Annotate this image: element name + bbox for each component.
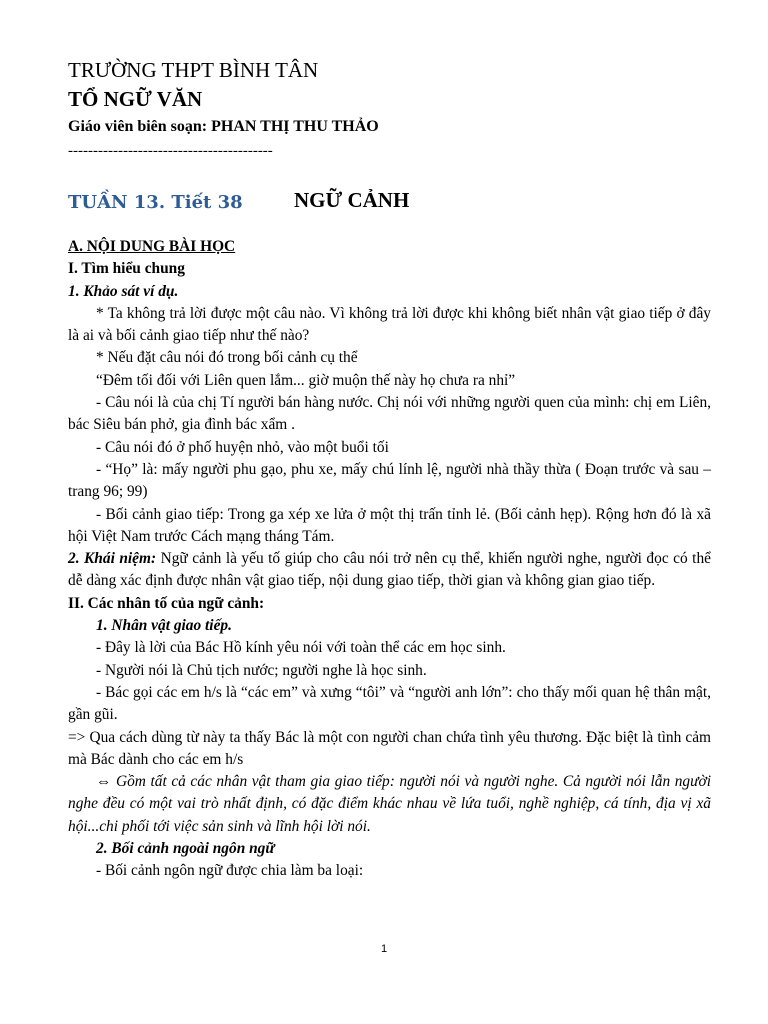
paragraph: - Câu nói đó ở phố huyện nhỏ, vào một buổi tối (96, 438, 389, 456)
divider-line: ----------------------------------------- (68, 143, 273, 159)
section-ii-heading: II. Các nhân tố của ngữ cảnh: (68, 594, 265, 612)
week-label: TUẦN 13. Tiết 38 (68, 192, 243, 213)
paragraph: - Người nói là Chủ tịch nước; người nghe là học sinh. (96, 661, 427, 679)
teacher-line: Giáo viên biên soạn: PHAN THỊ THU THẢO (68, 118, 379, 135)
department-name: TỔ NGỮ VĂN (68, 87, 203, 111)
paragraph: - Bối cảnh ngôn ngữ được chia làm ba loại: (96, 862, 364, 880)
paragraph: - Câu nói là của chị Tí người bán hàng nước. Chị nói với những người quen của mình: chị em Liên, bác Siêu bán phở, gia đình bác xẩm . (68, 394, 711, 434)
summary-paragraph: ⇔ Gồm tất cả các nhân vật tham gia giao tiếp: người nói và người nghe. Cả người nói lẫn người nghe đều có một vai trò nhất định, có đặc điểm khác nhau về lứa tuổi, nghề nghiệp, cá tính, địa vị xã hội...chi phối tới việc sản sinh và lĩnh hội lời nói. (68, 773, 712, 835)
school-name: TRƯỜNG THPT BÌNH TÂN (68, 58, 319, 82)
paragraph: - Bối cảnh giao tiếp: Trong ga xép xe lửa ở một thị trấn tỉnh lẻ. (Bối cảnh hẹp). Rộng hơn đó là xã hội Việt Nam trước Cách mạng tháng Tám. (68, 505, 711, 545)
section-i-heading: I. Tìm hiểu chung (68, 260, 185, 278)
paragraph: - “Họ” là: mấy người phu gạo, phu xe, mấy chú lính lệ, người nhà thầy thừa ( Đoạn trước và sau – trang 96; 99) (68, 460, 711, 501)
sub-1-heading: 1. Nhân vật giao tiếp. (96, 617, 232, 635)
paragraph: => Qua cách dùng từ này ta thấy Bác là một con người chan chứa tình yêu thương. Đặc biệt là tình cảm mà Bác dành cho các em h/s (68, 728, 711, 768)
concept-paragraph: 2. Khái niệm: Ngữ cảnh là yếu tố giúp cho câu nói trở nên cụ thể, khiến người nghe, người đọc có thể dễ dàng xác định được nhân vật giao tiếp, nội dung giao tiếp, thời gian và không gian giao tiếp. (68, 550, 711, 590)
lesson-body (68, 236, 711, 883)
page-number: 1 (380, 943, 388, 955)
paragraph: - Bác gọi các em h/s là “các em” và xưng “tôi” và “người anh lớn”: cho thấy mối quan hệ thân mật, gần gũi. (68, 683, 711, 724)
sub-2-heading: 2. Bối cảnh ngoài ngôn ngữ (96, 840, 275, 858)
paragraph: * Nếu đặt câu nói đó trong bối cảnh cụ thể (96, 349, 358, 367)
paragraph: - Đây là lời của Bác Hồ kính yêu nói với toàn thể các em học sinh. (96, 639, 506, 657)
equivalence-icon: ⇔ (96, 773, 116, 791)
title-row (68, 182, 711, 222)
document-page (68, 56, 711, 883)
lesson-title: NGỮ CẢNH (294, 188, 410, 212)
paragraph: * Ta không trả lời được một câu nào. Vì không trả lời được khi không biết nhân vật giao tiếp ở đây là ai và bối cảnh giao tiếp như thế nào? (68, 304, 711, 345)
section-a-heading: A. NỘI DUNG BÀI HỌC (68, 238, 236, 255)
quote: “Đêm tối đối với Liên quen lắm... giờ muộn thế này họ chưa ra nhỉ” (96, 371, 516, 389)
item-1-heading: 1. Khảo sát ví dụ. (68, 282, 179, 300)
